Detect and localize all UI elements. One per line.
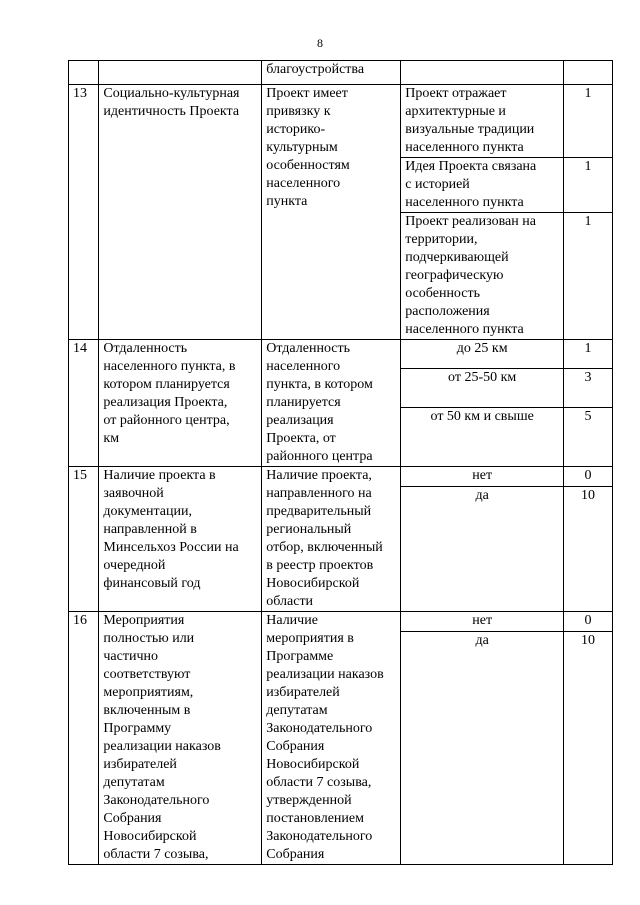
criterion-cell: Социально-культурная идентичность Проекта <box>99 85 262 340</box>
table-row-continuation <box>69 61 613 85</box>
option-score: 1 <box>564 85 613 158</box>
option-score: 1 <box>564 340 613 369</box>
option-score: 0 <box>564 612 613 632</box>
option-score: 10 <box>564 632 613 865</box>
option-score: 0 <box>564 467 613 487</box>
option-label: от 50 км и свыше <box>401 407 564 466</box>
description-cell: Отдаленность населенного пункта, в котором планируется реализация Проекта, от районного центра <box>262 340 401 467</box>
option-label: да <box>401 487 564 612</box>
table-row <box>69 85 613 158</box>
row-number: 14 <box>69 340 99 467</box>
description-cell: Проект имеет привязку к историко- культурным особенностям населенного пункта <box>262 85 401 340</box>
option-label: да <box>401 632 564 865</box>
description-cell: Наличие мероприятия в Программе реализации наказов избирателей депутатам Законодательного Собрания Новосибирской области 7 созыва, утвержденной постановлением Законодательного Собрания <box>262 612 401 865</box>
description-cell: Наличие проекта, направленного на предварительный региональный отбор, включенный в реестр проектов Новосибирской области <box>262 467 401 612</box>
option-label: нет <box>401 467 564 487</box>
option-score: 5 <box>564 407 613 466</box>
option-label: Проект реализован на территории, подчеркивающей географическую особенность расположения населенного пункта <box>401 213 564 340</box>
option-score: 1 <box>564 158 613 213</box>
table-row <box>69 467 613 487</box>
criterion-cell: Наличие проекта в заявочной документации, направленной в Минсельхоз России на очередной финансовый год <box>99 467 262 612</box>
option-score: 10 <box>564 487 613 612</box>
option-score: 1 <box>564 213 613 340</box>
cell-empty <box>99 61 262 85</box>
criteria-table <box>68 60 613 865</box>
option-score: 3 <box>564 369 613 408</box>
option-label: Идея Проекта связана с историей населенного пункта <box>401 158 564 213</box>
description-cell: благоустройства <box>262 61 401 85</box>
option-label: Проект отражает архитектурные и визуальные традиции населенного пункта <box>401 85 564 158</box>
criterion-cell: Мероприятия полностью или частично соответствуют мероприятиям, включенным в Программу реализации наказов избирателей депутатам Законодательного Собрания Новосибирской области 7 созыва, <box>99 612 262 865</box>
option-label: нет <box>401 612 564 632</box>
row-number: 15 <box>69 467 99 612</box>
cell-empty <box>401 61 564 85</box>
table-row <box>69 340 613 369</box>
option-label: до 25 км <box>401 340 564 369</box>
table-row <box>69 612 613 632</box>
cell-empty <box>69 61 99 85</box>
criterion-cell: Отдаленность населенного пункта, в котором планируется реализация Проекта, от районного центра, км <box>99 340 262 467</box>
row-number: 13 <box>69 85 99 340</box>
cell-empty <box>564 61 613 85</box>
row-number: 16 <box>69 612 99 865</box>
page-number: 8 <box>317 36 323 50</box>
option-label: от 25-50 км <box>401 369 564 408</box>
